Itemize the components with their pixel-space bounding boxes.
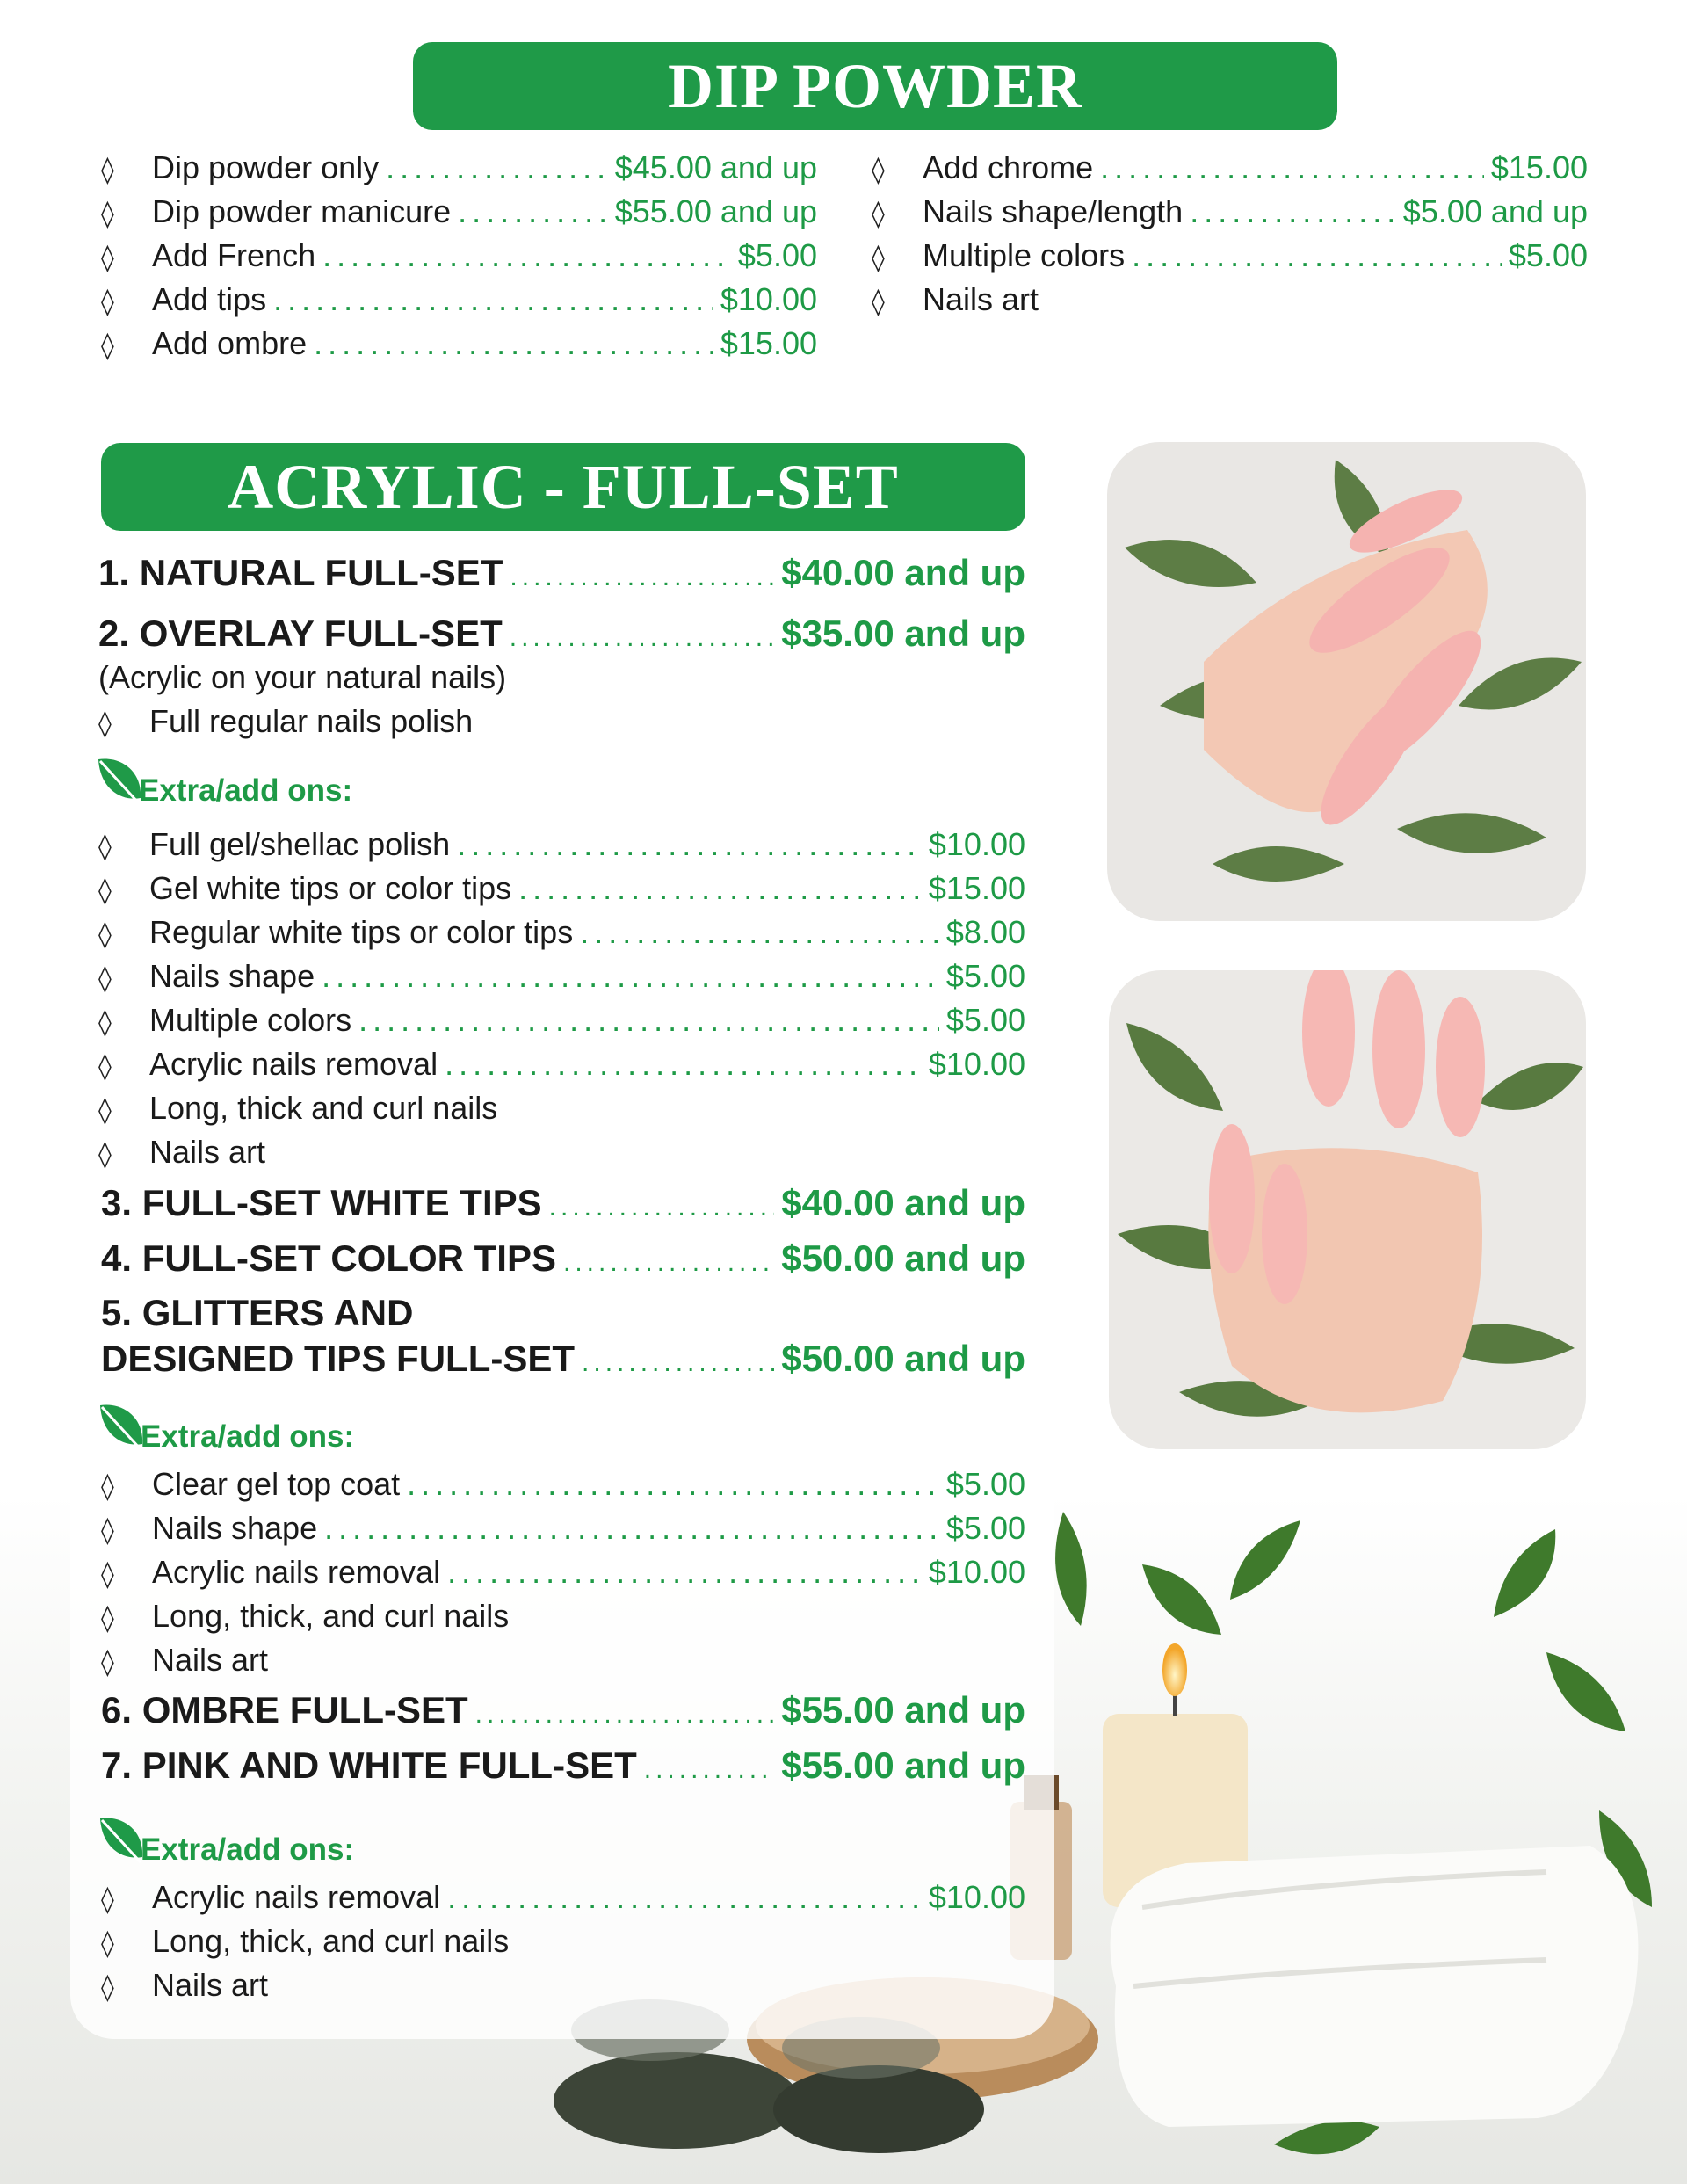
addon-item	[98, 1134, 265, 1171]
service-price: $50.00 and up	[781, 1338, 1025, 1379]
list-item	[98, 703, 473, 740]
bullet-icon: ◊	[872, 155, 885, 185]
item-label: Nails art	[152, 1967, 269, 2003]
leader-dots	[1190, 193, 1396, 230]
extra-add-ons-heading	[97, 1400, 354, 1455]
item-price: $5.00	[945, 1002, 1025, 1038]
item-price: $5.00	[945, 1466, 1025, 1502]
item-price: $55.00 and up	[614, 193, 817, 229]
item-label: Acrylic nails removal	[152, 1554, 441, 1590]
leader-dots	[314, 325, 713, 362]
leader-dots	[510, 562, 774, 592]
addon-item	[101, 1510, 1025, 1547]
item-label: Full gel/shellac polish	[149, 826, 451, 862]
dip-item	[101, 325, 817, 362]
item-label: Add chrome	[923, 149, 1094, 185]
item-label: Acrylic nails removal	[152, 1879, 441, 1915]
extra-label: Extra/add ons:	[141, 1832, 355, 1867]
item-price: $5.00	[945, 1510, 1025, 1546]
leader-dots	[447, 1879, 922, 1916]
leader-dots	[1132, 237, 1502, 274]
service-row	[101, 1182, 1025, 1224]
bullet-icon: ◊	[101, 1471, 114, 1502]
item-price: $5.00 and up	[1402, 193, 1588, 229]
service-label: 2. OVERLAY FULL-SET	[98, 613, 503, 654]
item-label: Nails shape	[149, 958, 315, 994]
item-label: Regular white tips or color tips	[149, 914, 574, 950]
addon-item	[98, 958, 1025, 995]
item-price: $10.00	[928, 1554, 1025, 1590]
leader-dots	[457, 826, 922, 863]
item-label: Nails art	[923, 281, 1039, 317]
dip-item	[101, 237, 817, 274]
dip-item	[872, 281, 1039, 318]
service-row	[101, 1338, 1025, 1380]
item-label: Add tips	[152, 281, 267, 317]
bullet-icon: ◊	[98, 963, 112, 994]
bullet-icon: ◊	[98, 875, 112, 906]
nail-photo-1	[1107, 442, 1586, 921]
bullet-icon: ◊	[101, 243, 114, 273]
dip-item	[101, 281, 817, 318]
service-row-line1	[101, 1292, 413, 1334]
bullet-icon: ◊	[872, 199, 885, 229]
service-price: $40.00 and up	[781, 552, 1025, 593]
bullet-icon: ◊	[101, 330, 114, 361]
leaf-icon	[97, 1813, 146, 1868]
item-price: $5.00	[1508, 237, 1588, 273]
leader-dots	[322, 958, 939, 995]
bullet-icon: ◊	[101, 199, 114, 229]
leader-dots	[447, 1554, 922, 1591]
service-label: 3. FULL-SET WHITE TIPS	[101, 1182, 542, 1223]
dip-item	[872, 193, 1588, 230]
leader-dots	[322, 237, 731, 274]
item-price: $8.00	[945, 914, 1025, 950]
extra-add-ons-heading	[97, 1813, 354, 1868]
addon-item	[101, 1554, 1025, 1591]
leader-dots	[358, 1002, 939, 1039]
bullet-icon: ◊	[872, 243, 885, 273]
bullet-icon: ◊	[98, 1051, 112, 1082]
service-label: 1. NATURAL FULL-SET	[98, 552, 503, 593]
item-price: $10.00	[928, 1879, 1025, 1915]
item-price: $15.00	[1490, 149, 1588, 185]
item-label: Clear gel top coat	[152, 1466, 401, 1502]
item-price: $45.00 and up	[614, 149, 817, 185]
bullet-icon: ◊	[98, 1095, 112, 1126]
service-label: DESIGNED TIPS FULL-SET	[101, 1338, 576, 1379]
bullet-icon: ◊	[101, 1647, 114, 1678]
dip-item	[101, 193, 817, 230]
leader-dots	[273, 281, 713, 318]
item-label: Dip powder only	[152, 149, 380, 185]
item-label: Full regular nails polish	[149, 703, 474, 739]
extra-label: Extra/add ons:	[141, 1419, 355, 1454]
extra-label: Extra/add ons:	[139, 773, 353, 808]
leader-dots	[518, 870, 922, 907]
bullet-icon: ◊	[101, 155, 114, 185]
overlay-note: (Acrylic on your natural nails)	[98, 659, 507, 695]
service-price: $35.00 and up	[781, 613, 1025, 654]
bullet-icon: ◊	[98, 919, 112, 950]
bullet-icon: ◊	[101, 1928, 114, 1959]
item-price: $10.00	[928, 826, 1025, 862]
item-label: Add French	[152, 237, 316, 273]
item-label: Acrylic nails removal	[149, 1046, 438, 1082]
bullet-icon: ◊	[101, 1559, 114, 1590]
addon-item	[98, 826, 1025, 863]
leader-dots	[644, 1755, 774, 1785]
item-label: Long, thick, and curl nails	[152, 1598, 510, 1634]
bullet-icon: ◊	[101, 1515, 114, 1546]
nail-photo-2	[1109, 970, 1586, 1449]
item-label: Add ombre	[152, 325, 308, 361]
service-row	[101, 1237, 1025, 1280]
item-price: $15.00	[720, 325, 817, 361]
leader-dots	[386, 149, 608, 186]
service-price: $50.00 and up	[781, 1237, 1025, 1279]
item-label: Multiple colors	[149, 1002, 352, 1038]
leader-dots	[458, 193, 608, 230]
leaf-icon	[95, 754, 144, 809]
leader-dots	[563, 1248, 774, 1278]
item-label: Long, thick, and curl nails	[152, 1923, 510, 1959]
item-price: $10.00	[720, 281, 817, 317]
leader-dots	[407, 1466, 939, 1503]
item-price: $10.00	[928, 1046, 1025, 1082]
acrylic-full-set-header: ACRYLIC - FULL-SET	[101, 443, 1025, 531]
dip-item	[872, 149, 1588, 186]
extra-add-ons-heading	[95, 754, 352, 809]
item-label: Dip powder manicure	[152, 193, 452, 229]
leader-dots	[324, 1510, 939, 1547]
leader-dots	[1100, 149, 1484, 186]
leader-dots	[475, 1700, 775, 1730]
leader-dots	[580, 914, 939, 951]
addon-item	[98, 914, 1025, 951]
service-label: 7. PINK AND WHITE FULL-SET	[101, 1745, 637, 1786]
item-label: Long, thick and curl nails	[149, 1090, 498, 1126]
addon-item	[101, 1642, 268, 1679]
dip-item	[101, 149, 817, 186]
addon-item	[98, 870, 1025, 907]
item-label: Nails art	[152, 1642, 269, 1678]
service-price: $40.00 and up	[781, 1182, 1025, 1223]
item-label: Nails shape/length	[923, 193, 1184, 229]
leader-dots	[445, 1046, 922, 1083]
addon-item	[101, 1879, 1025, 1916]
leader-dots	[549, 1193, 775, 1223]
bullet-icon: ◊	[101, 1884, 114, 1915]
addon-item	[101, 1967, 268, 2004]
dip-item	[872, 237, 1588, 274]
addon-item	[101, 1923, 509, 1960]
item-price: $5.00	[945, 958, 1025, 994]
addon-item	[98, 1090, 497, 1127]
item-label: Gel white tips or color tips	[149, 870, 512, 906]
service-price: $55.00 and up	[781, 1745, 1025, 1786]
addon-item	[101, 1466, 1025, 1503]
bullet-icon: ◊	[101, 1603, 114, 1634]
bullet-icon: ◊	[98, 708, 112, 739]
item-price: $15.00	[928, 870, 1025, 906]
item-label: Multiple colors	[923, 237, 1126, 273]
dip-powder-header: DIP POWDER	[413, 42, 1337, 130]
bullet-icon: ◊	[101, 287, 114, 317]
addon-item	[98, 1002, 1025, 1039]
leaf-icon	[97, 1400, 146, 1455]
service-label: 5. GLITTERS AND	[101, 1292, 414, 1333]
bullet-icon: ◊	[872, 287, 885, 317]
item-price: $5.00	[737, 237, 817, 273]
service-label: 6. OMBRE FULL-SET	[101, 1689, 468, 1731]
item-label: Nails art	[149, 1134, 266, 1170]
bullet-icon: ◊	[98, 1139, 112, 1170]
item-label: Nails shape	[152, 1510, 318, 1546]
service-row	[101, 1689, 1025, 1731]
leader-dots	[582, 1348, 774, 1378]
bullet-icon: ◊	[101, 1972, 114, 2003]
service-row	[98, 552, 1025, 594]
service-price: $55.00 and up	[781, 1689, 1025, 1731]
bullet-icon: ◊	[98, 831, 112, 862]
service-label: 4. FULL-SET COLOR TIPS	[101, 1237, 557, 1279]
addon-item	[101, 1598, 509, 1635]
bullet-icon: ◊	[98, 1007, 112, 1038]
service-row	[101, 1745, 1025, 1787]
leader-dots	[510, 623, 774, 653]
service-row	[98, 613, 1025, 655]
addon-item	[98, 1046, 1025, 1083]
